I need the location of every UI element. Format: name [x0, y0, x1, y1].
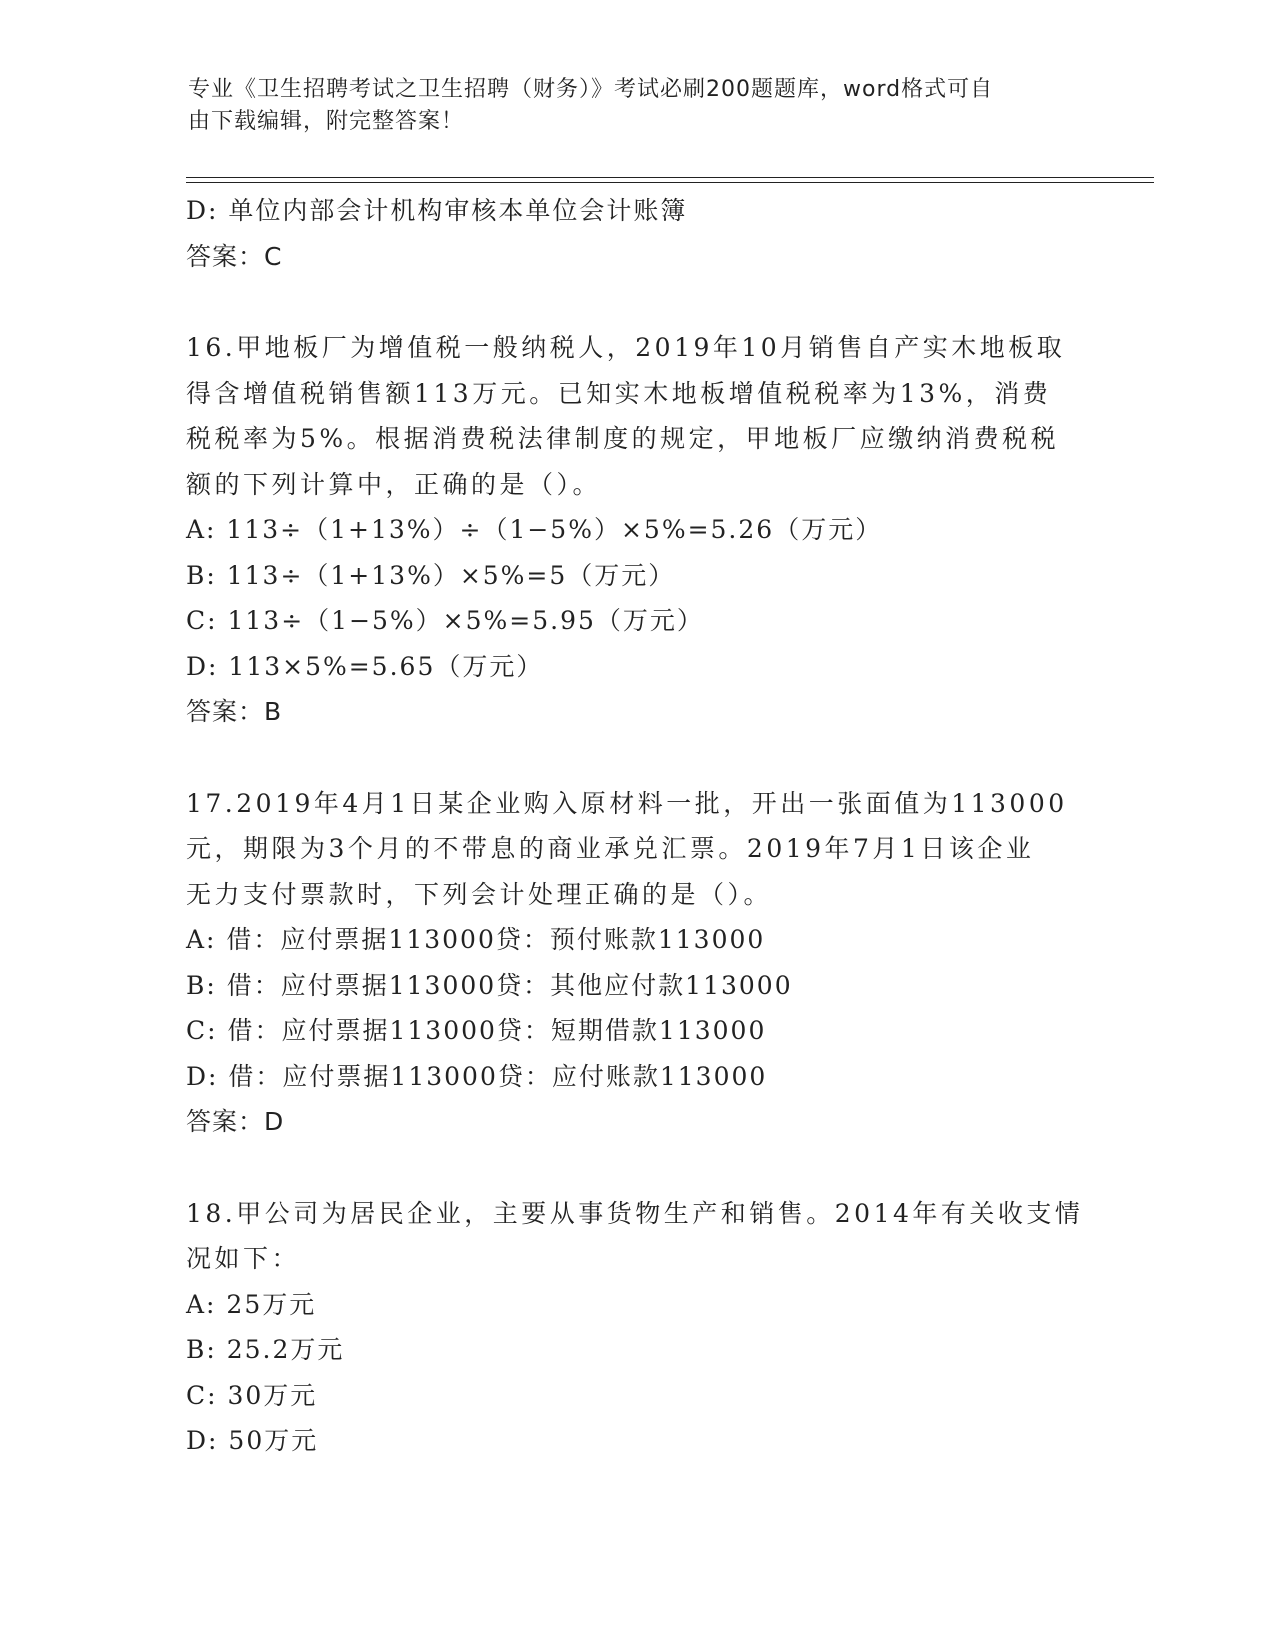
question-17-option-b: B: 借：应付票据113000贷：其他应付款113000 — [186, 970, 793, 1000]
header-line-2: 由下载编辑，附完整答案！ — [188, 109, 465, 134]
header-divider-bottom — [186, 182, 1154, 183]
document-header — [188, 74, 1088, 138]
document-body — [186, 188, 1086, 1464]
question-18-option-a: A: 25万元 — [186, 1289, 317, 1319]
question-18 — [186, 1191, 1086, 1282]
question-16-option-d: D: 113×5%=5.65（万元） — [186, 651, 544, 681]
question-16-line: 额的下列计算中，正确的是（）。 — [186, 469, 602, 499]
question-16-line: 得含增值税销售额113万元。已知实木地板增值税税率为13%，消费 — [186, 378, 1052, 408]
question-17-option-c: C: 借：应付票据113000贷：短期借款113000 — [186, 1016, 767, 1045]
header-line-1: 专业《卫生招聘考试之卫生招聘（财务）》考试必刷200题题库，word格式可自 — [188, 77, 994, 102]
question-17 — [186, 781, 1086, 918]
question-18-option-c: C: 30万元 — [186, 1380, 318, 1410]
prev-answer: 答案：C — [186, 241, 283, 271]
question-18-line: 况如下： — [186, 1244, 301, 1273]
question-16-line: 16.甲地板厂为增值税一般纳税人，2019年10月销售自产实木地板取 — [186, 333, 1066, 362]
question-16 — [186, 325, 1086, 507]
question-17-option-d: D: 借：应付票据113000贷：应付账款113000 — [186, 1061, 768, 1091]
question-16-option-a: A: 113÷（1+13%）÷（1−5%）×5%=5.26（万元） — [186, 515, 883, 544]
question-16-answer: 答案：B — [186, 697, 283, 726]
question-17-line: 17.2019年4月1日某企业购入原材料一批，开出一张面值为113000 — [186, 788, 1068, 818]
header-divider-top — [186, 177, 1154, 178]
question-18-option-b: B: 25.2万元 — [186, 1335, 345, 1364]
question-16-option-c: C: 113÷（1−5%）×5%=5.95（万元） — [186, 606, 704, 635]
question-16-line: 税税率为5%。根据消费税法律制度的规定，甲地板厂应缴纳消费税税 — [186, 424, 1060, 453]
question-16-option-b: B: 113÷（1+13%）×5%=5（万元） — [186, 560, 676, 590]
question-17-answer: 答案：D — [186, 1107, 285, 1136]
question-17-option-a: A: 借：应付票据113000贷：预付账款113000 — [186, 925, 766, 954]
question-17-line: 无力支付票款时，下列会计处理正确的是（）。 — [186, 879, 773, 909]
question-17-line: 元，期限为3个月的不带息的商业承兑汇票。2019年7月1日该企业 — [186, 834, 1035, 863]
question-18-line: 18.甲公司为居民企业，主要从事货物生产和销售。2014年有关收支情 — [186, 1198, 1084, 1228]
prev-option-d: D: 单位内部会计机构审核本单位会计账簿 — [186, 196, 688, 225]
question-18-option-d: D: 50万元 — [186, 1426, 319, 1455]
